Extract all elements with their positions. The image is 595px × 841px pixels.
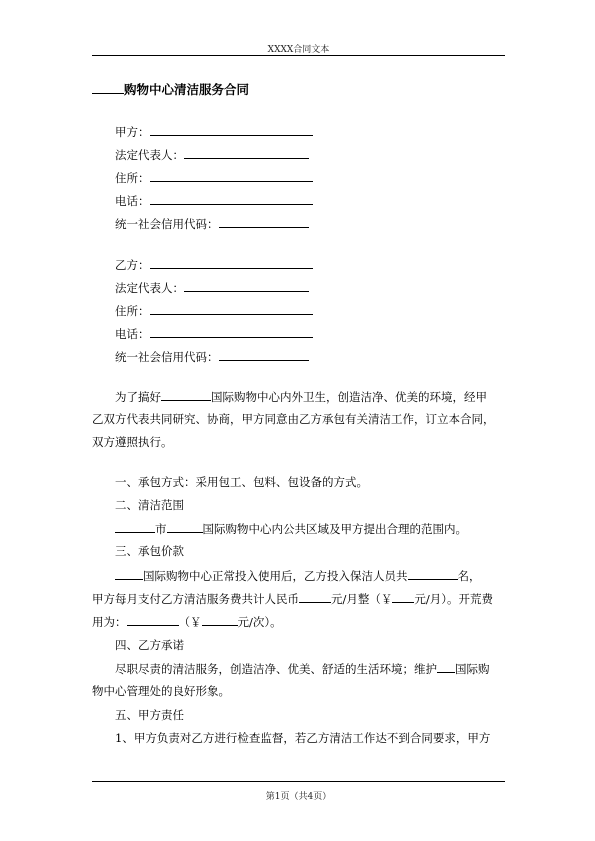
- blank: [127, 614, 179, 626]
- blank: [184, 280, 309, 292]
- blank: [150, 303, 313, 315]
- party-a-address: 住所：: [115, 170, 313, 185]
- section-2-text: 市 国际购物中心内公共区域及甲方提出合理的范围内。: [115, 521, 467, 536]
- section-3-line-2: 甲方每月支付乙方清洁服务费共计人民币 元/月整（￥ 元/月）。开荒费: [92, 592, 493, 606]
- blank: [167, 521, 203, 533]
- section-3-heading: 三、承包价款: [115, 544, 184, 558]
- section-3-line-3: 用为： （￥ 元/次）。: [92, 615, 282, 629]
- blank: [150, 124, 313, 136]
- section-4-heading: 四、乙方承诺: [115, 638, 184, 652]
- intro-line-2: 乙双方代表共同研究、协商，甲方同意由乙方承包有关清洁工作，订立本合同，: [92, 412, 495, 426]
- party-a-phone: 电话：: [115, 193, 313, 208]
- header-rule: [92, 55, 505, 56]
- intro-line-1: 为了搞好 国际购物中心内外卫生，创造洁净、优美的环境，经甲: [115, 390, 487, 404]
- party-a-name: 甲方：: [115, 124, 313, 139]
- blank: [437, 661, 455, 673]
- page-header: XXXX合同文本: [267, 45, 330, 55]
- blank: [161, 389, 211, 401]
- blank: [92, 82, 124, 94]
- section-1-heading: 一、承包方式：采用包工、包料、包设备的方式。: [115, 475, 368, 489]
- party-b-address: 住所：: [115, 303, 313, 318]
- blank: [184, 147, 309, 159]
- blank: [392, 591, 414, 603]
- footer-rule: [92, 781, 505, 782]
- document-title: 购物中心清洁服务合同: [92, 80, 249, 98]
- section-5-line-1: 1、甲方负责对乙方进行检查监督，若乙方清洁工作达不到合同要求，甲方: [115, 731, 491, 745]
- blank: [150, 193, 313, 205]
- intro-line-3: 双方遵照执行。: [92, 435, 173, 449]
- blank: [202, 614, 238, 626]
- page-footer: 第1页（共4页）: [265, 792, 332, 802]
- blank: [150, 326, 313, 338]
- blank: [150, 170, 313, 182]
- blank: [115, 568, 143, 580]
- blank: [115, 521, 155, 533]
- section-2-heading: 二、清洁范围: [115, 498, 184, 512]
- party-b-credit: 统一社会信用代码：: [115, 349, 309, 364]
- section-4-line-1: 尽职尽责的清洁服务，创造洁净、优美、舒适的生活环境；维护 国际购: [115, 662, 490, 676]
- blank: [219, 216, 309, 228]
- party-b-name: 乙方：: [115, 257, 313, 272]
- blank: [299, 591, 331, 603]
- blank: [219, 349, 309, 361]
- blank: [150, 257, 313, 269]
- section-5-heading: 五、甲方责任: [115, 708, 184, 722]
- party-a-credit: 统一社会信用代码：: [115, 216, 309, 231]
- party-b-phone: 电话：: [115, 326, 313, 341]
- section-3-line-1: 国际购物中心正常投入使用后，乙方投入保洁人员共 名，: [115, 568, 481, 583]
- party-a-rep: 法定代表人：: [115, 147, 309, 162]
- section-4-line-2: 物中心管理处的良好形象。: [92, 684, 230, 698]
- party-b-rep: 法定代表人：: [115, 280, 309, 295]
- blank: [408, 568, 458, 580]
